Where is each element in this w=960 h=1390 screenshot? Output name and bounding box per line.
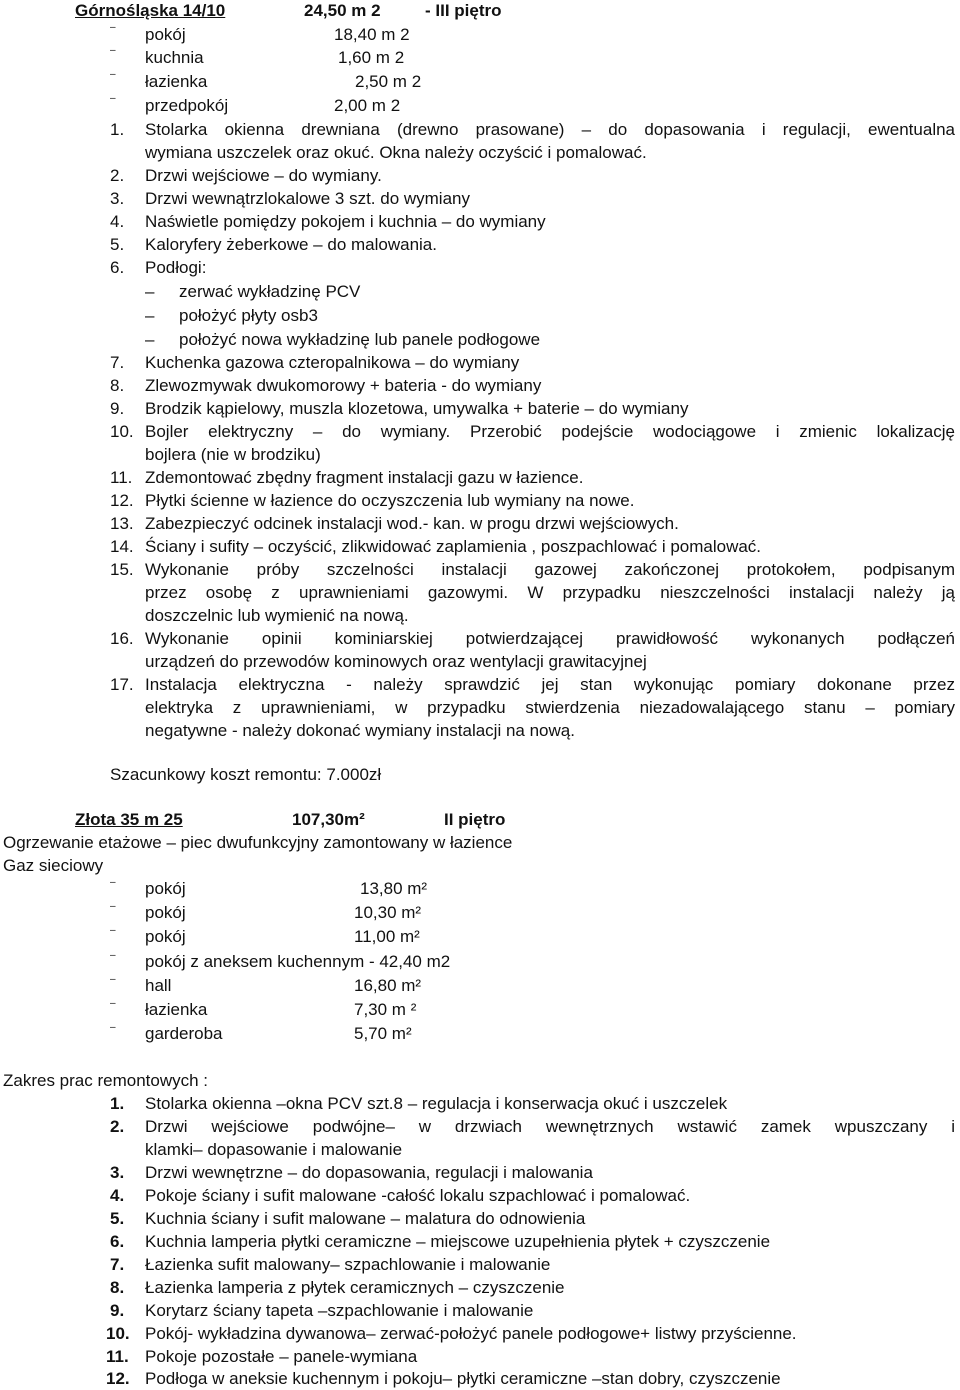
room-area: 2,50 m 2 bbox=[355, 72, 422, 91]
room-name: pokój bbox=[145, 903, 186, 922]
sub-item-text: zerwać wykładzinę PCV bbox=[179, 282, 361, 301]
item-number: 6. bbox=[110, 258, 125, 277]
item-number: 9. bbox=[110, 1301, 125, 1320]
dash-bullet: – bbox=[145, 330, 155, 349]
scope-title: Zakres prac remontowych : bbox=[3, 1071, 209, 1090]
item-text: Łazienka sufit malowany– szpachlowanie i malowanie bbox=[145, 1255, 551, 1274]
item-text: Pokój- wykładzina dywanowa– zerwać-położyć panele podłogowe+ listwy przyścienne. bbox=[145, 1324, 797, 1343]
room-area: 5,70 m² bbox=[354, 1024, 412, 1043]
dash-bullet: – bbox=[110, 998, 116, 1009]
item-text: przez osobę z uprawnieniami gazowymi. W przypadku nieszczelności instalacji należy ją bbox=[145, 583, 955, 602]
sub-item-text: położyć nowa wykładzinę lub panele podłogowe bbox=[179, 330, 541, 349]
dash-bullet: – bbox=[110, 877, 116, 888]
item-number: 15. bbox=[110, 560, 134, 579]
item-text: Naświetle pomiędzy pokojem i kuchnia – do wymiany bbox=[145, 212, 546, 231]
room-name: pokój bbox=[145, 927, 186, 946]
dash-bullet: – bbox=[110, 974, 116, 985]
item-text: doszczelnic lub wymienić na nową. bbox=[145, 606, 409, 625]
item-text: bojlera (nie w brodziku) bbox=[145, 445, 321, 464]
dash-bullet: – bbox=[145, 306, 155, 325]
item-number: 8. bbox=[110, 1278, 125, 1297]
section1-area: 24,50 m 2 bbox=[304, 1, 381, 20]
item-text: Instalacja elektryczna - należy sprawdzić jej stan wykonując pomiary dokonane przez bbox=[145, 675, 955, 694]
item-number: 8. bbox=[110, 376, 125, 395]
item-number: 14. bbox=[110, 537, 134, 556]
room-name: garderoba bbox=[145, 1024, 223, 1043]
item-text: Drzwi wejściowe podwójne– w drzwiach wewnętrznych wstawić zamek wpuszczany i bbox=[145, 1117, 955, 1136]
dash-bullet: – bbox=[110, 22, 116, 33]
dash-bullet: – bbox=[110, 950, 116, 961]
room-area: 10,30 m² bbox=[354, 903, 422, 922]
room-name: przedpokój bbox=[145, 96, 229, 115]
item-text: Kuchnia lamperia płytki ceramiczne – miejscowe uzupełnienia płytek + czyszczenie bbox=[145, 1232, 771, 1251]
item-text: Kaloryfery żeberkowe – do malowania. bbox=[145, 235, 437, 254]
item-number: 1. bbox=[110, 1094, 125, 1113]
dash-bullet: – bbox=[110, 93, 116, 104]
room-name: pokój bbox=[145, 25, 186, 44]
room-area: 1,60 m 2 bbox=[338, 48, 405, 67]
item-text: Korytarz ściany tapeta –szpachlowanie i malowanie bbox=[145, 1301, 534, 1320]
item-number: 7. bbox=[110, 1255, 125, 1274]
item-number: 16. bbox=[110, 629, 134, 648]
item-text: Zabezpieczyć odcinek instalacji wod.- kan. w progu drzwi wejściowych. bbox=[145, 514, 679, 533]
room-name: łazienka bbox=[145, 72, 208, 91]
item-number: 6. bbox=[110, 1232, 125, 1251]
item-text: Stolarka okienna drewniana (drewno prasowane) – do dopasowania i regulacji, ewentualna bbox=[145, 120, 955, 139]
item-text: urządzeń do przewodów kominowych oraz wentylacji grawitacyjnej bbox=[145, 652, 647, 671]
room-area: 13,80 m² bbox=[360, 879, 428, 898]
item-number: 5. bbox=[110, 235, 125, 254]
item-text: Zdemontować zbędny fragment instalacji gazu w łazience. bbox=[145, 468, 584, 487]
item-text: elektryka z uprawnieniami, w przypadku stwierdzenia niezadowalającego stanu – pomiary bbox=[145, 698, 955, 717]
room-area: 18,40 m 2 bbox=[334, 25, 410, 44]
item-number: 12. bbox=[106, 1369, 130, 1388]
dash-bullet: – bbox=[110, 1022, 116, 1033]
item-text: Podłogi: bbox=[145, 258, 207, 277]
item-number: 4. bbox=[110, 212, 125, 231]
section2-address: Złota 35 m 25 bbox=[75, 810, 183, 829]
room-area: 7,30 m ² bbox=[354, 1000, 417, 1019]
item-text: Kuchnia ściany i sufit malowane – malatura do odnowienia bbox=[145, 1209, 586, 1228]
item-number: 11. bbox=[106, 1347, 129, 1366]
item-number: 2. bbox=[110, 166, 125, 185]
item-text: Zlewozmywak dwukomorowy + bateria - do wymiany bbox=[145, 376, 542, 395]
room-area: 11,00 m² bbox=[354, 927, 420, 946]
room-area: 16,80 m² bbox=[354, 976, 422, 995]
item-number: 10. bbox=[106, 1324, 130, 1343]
item-text: Drzwi wewnętrzne – do dopasowania, regulacji i malowania bbox=[145, 1163, 593, 1182]
item-number: 12. bbox=[110, 491, 134, 510]
heating-info: Ogrzewanie etażowe – piec dwufunkcyjny zamontowany w łazience bbox=[3, 833, 513, 852]
item-number: 4. bbox=[110, 1186, 125, 1205]
section1-floor: - III piętro bbox=[425, 1, 502, 20]
dash-bullet: – bbox=[110, 901, 116, 912]
section2-floor: II piętro bbox=[444, 810, 506, 829]
section1-address: Górnośląska 14/10 bbox=[75, 1, 226, 20]
item-number: 17. bbox=[110, 675, 134, 694]
item-number: 3. bbox=[110, 189, 125, 208]
item-text: Brodzik kąpielowy, muszla klozetowa, umywalka + baterie – do wymiany bbox=[145, 399, 689, 418]
item-number: 10. bbox=[110, 422, 134, 441]
room-name: pokój z aneksem kuchennym - 42,40 m2 bbox=[145, 952, 451, 971]
item-text: Pokoje pozostałe – panele-wymiana bbox=[145, 1347, 418, 1366]
dash-bullet: – bbox=[145, 282, 155, 301]
item-text: Płytki ścienne w łazience do oczyszczenia lub wymiany na nowe. bbox=[145, 491, 635, 510]
dash-bullet: – bbox=[110, 925, 116, 936]
item-text: Drzwi wejściowe – do wymiany. bbox=[145, 166, 382, 185]
dash-bullet: – bbox=[110, 45, 116, 56]
estimated-cost: Szacunkowy koszt remontu: 7.000zł bbox=[110, 765, 382, 784]
item-text: Drzwi wewnątrzlokalowe 3 szt. do wymiany bbox=[145, 189, 470, 208]
item-text: klamki– dopasowanie i malowanie bbox=[145, 1140, 403, 1159]
item-text: wymiana uszczelek oraz okuć. Okna należy oczyścić i pomalować. bbox=[145, 143, 647, 162]
item-text: Łazienka lamperia z płytek ceramicznych – czyszczenie bbox=[145, 1278, 565, 1297]
item-text: Wykonanie próby szczelności instalacji gazowej zakończonej protokołem, podpisanym bbox=[145, 560, 955, 579]
item-number: 7. bbox=[110, 353, 125, 372]
room-name: hall bbox=[145, 976, 172, 995]
room-name: łazienka bbox=[145, 1000, 208, 1019]
item-text: Ściany i sufity – oczyścić, zlikwidować zaplamienia , poszpachlować i pomalować. bbox=[145, 537, 762, 556]
item-text: Kuchenka gazowa czteropalnikowa – do wymiany bbox=[145, 353, 520, 372]
item-text: negatywne - należy dokonać wymiany instalacji na nową. bbox=[145, 721, 575, 740]
item-text: Pokoje ściany i sufit malowane -całość lokalu szpachlować i pomalować. bbox=[145, 1186, 691, 1205]
section2-area: 107,30m² bbox=[292, 810, 365, 829]
room-name: kuchnia bbox=[145, 48, 204, 67]
item-text: Bojler elektryczny – do wymiany. Przerobić podejście wodociągowe i zmienic lokalizację bbox=[145, 422, 955, 441]
item-number: 3. bbox=[110, 1163, 125, 1182]
item-number: 11. bbox=[110, 468, 133, 487]
item-number: 2. bbox=[110, 1117, 125, 1136]
dash-bullet: – bbox=[110, 69, 116, 80]
sub-item-text: położyć płyty osb3 bbox=[179, 306, 318, 325]
item-text: Stolarka okienna –okna PCV szt.8 – regulacja i konserwacja okuć i uszczelek bbox=[145, 1094, 728, 1113]
room-name: pokój bbox=[145, 879, 186, 898]
item-text: Podłoga w aneksie kuchennym i pokoju– płytki ceramiczne –stan dobry, czyszczenie bbox=[145, 1369, 781, 1388]
item-number: 13. bbox=[110, 514, 134, 533]
item-number: 1. bbox=[110, 120, 125, 139]
gas-info: Gaz sieciowy bbox=[3, 856, 104, 875]
item-text: Wykonanie opinii kominiarskiej potwierdzającej prawidłowość wykonanych podłączeń bbox=[145, 629, 955, 648]
item-number: 5. bbox=[110, 1209, 125, 1228]
item-number: 9. bbox=[110, 399, 125, 418]
room-area: 2,00 m 2 bbox=[334, 96, 401, 115]
